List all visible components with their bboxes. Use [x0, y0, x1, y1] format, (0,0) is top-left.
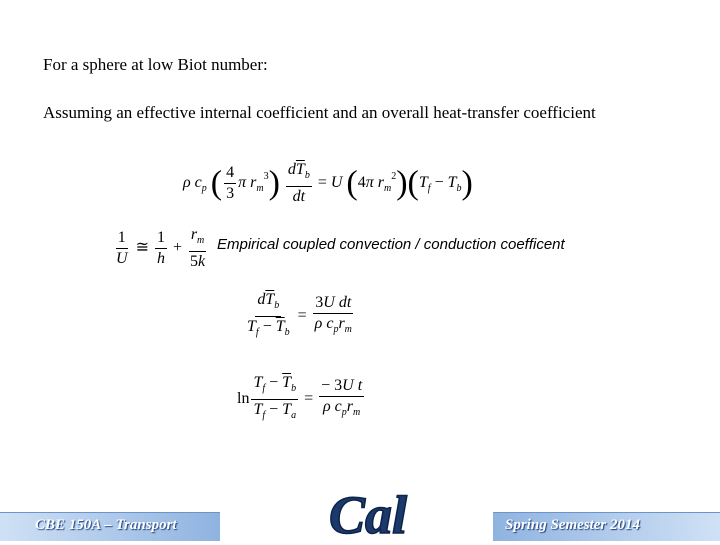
overall-coefficient-equation: $\frac{1}{U}$ ≅ $\frac{1}{h}$ + $\frac{r_m}{5k}$	[116, 226, 206, 270]
intro-line: For a sphere at low Biot number:	[43, 55, 268, 74]
course-label: CBE 150A – Transport	[35, 517, 177, 533]
coefficient-note: Empirical coupled convection / conduction coefficent	[217, 236, 565, 253]
separated-ode-equation: $\frac{d\overline{T}_b}{T_f - \overline{T}_b}$ = $\frac{\text{3U dt}}{\rho c_pr_m}$	[247, 291, 352, 338]
cal-logo	[327, 483, 408, 545]
assumption-line: Assuming an effective internal coefficient and an overall heat-transfer coefficient	[43, 103, 596, 122]
svg-text:Cal: Cal	[329, 485, 408, 545]
solution-equation: ln $\frac{T_f - \overline{T}_b}{T_f - T_a}$ = $\frac{\text{− 3U t}}{\rho c_pr_m}$	[237, 374, 363, 421]
energy-balance-equation: ρ $c_p$ ( $\frac{4}{3}$ π $r_m^3$) $\frac{d\overline{T}_b}{dt}$ = U (4π $r_m^2)(T_f - T_b)$	[183, 161, 473, 205]
semester-label: Spring Semester 2014	[505, 517, 641, 533]
